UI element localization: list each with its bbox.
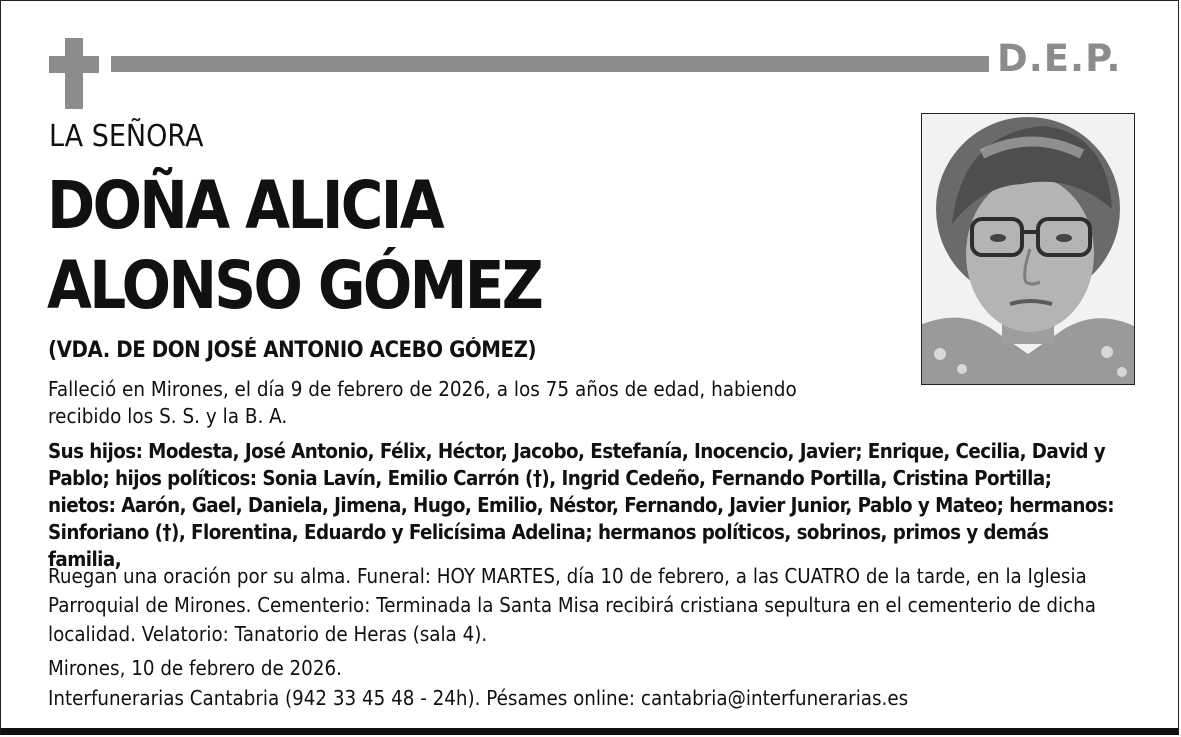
title-prefix: LA SEÑORA [49, 119, 204, 154]
funeral-details: Ruegan una oración por su alma. Funeral: HOY MARTES, día 10 de febrero, a las CUATRO de la tarde, en la Iglesia Parroquial de Mirones. Cementerio: Terminada la Santa Misa recibirá cristiana sepultura en el cementerio de dicha localidad. Velatorio: Tanatorio de Heras (sala 4). [48, 564, 1096, 646]
portrait-illustration [922, 114, 1134, 384]
family-list: Sus hijos: Modesta, José Antonio, Félix, Héctor, Jacobo, Estefanía, Inocencio, Javier; Enrique, Cecilia, David y Pablo; hijos políticos: Sonia Lavín, Emilio Carrón (†), Ingrid Cedeño, Fernando Portilla, Cristina Portilla; nietos: Aarón, Gael, Daniela, Jimena, Hugo, Emilio, Néstor, Fernando, Javier Junior, Pablo y Mateo; hermanos: Sinforiano (†), Florentina, Eduardo y Felicísima Adelina; hermanos políticos, sobrinos, primos y demás familia, [48, 439, 1114, 571]
dep-label: D.E.P. [997, 37, 1122, 80]
footer [48, 653, 1055, 713]
widow-note: (VDA. DE DON JOSÉ ANTONIO ACEBO GÓMEZ) [48, 338, 537, 363]
portrait-photo [921, 113, 1135, 385]
cross-icon-arm [49, 56, 99, 73]
header-rule [111, 56, 989, 72]
deceased-name-line2: ALONSO GÓMEZ [47, 247, 542, 324]
death-announcement: Falleció en Mirones, el día 9 de febrero de 2026, a los 75 años de edad, habiendo recibido los S. S. y la B. A. [48, 377, 797, 428]
place-date: Mirones, 10 de febrero de 2026. [48, 656, 342, 680]
deceased-name-line1: DOÑA ALICIA [47, 167, 443, 244]
cross-icon [65, 38, 83, 109]
funeral-home-contact: Interfunerarias Cantabria (942 33 45 48 - 24h). Pésames online: cantabria@interfunerarias.es [48, 686, 909, 710]
